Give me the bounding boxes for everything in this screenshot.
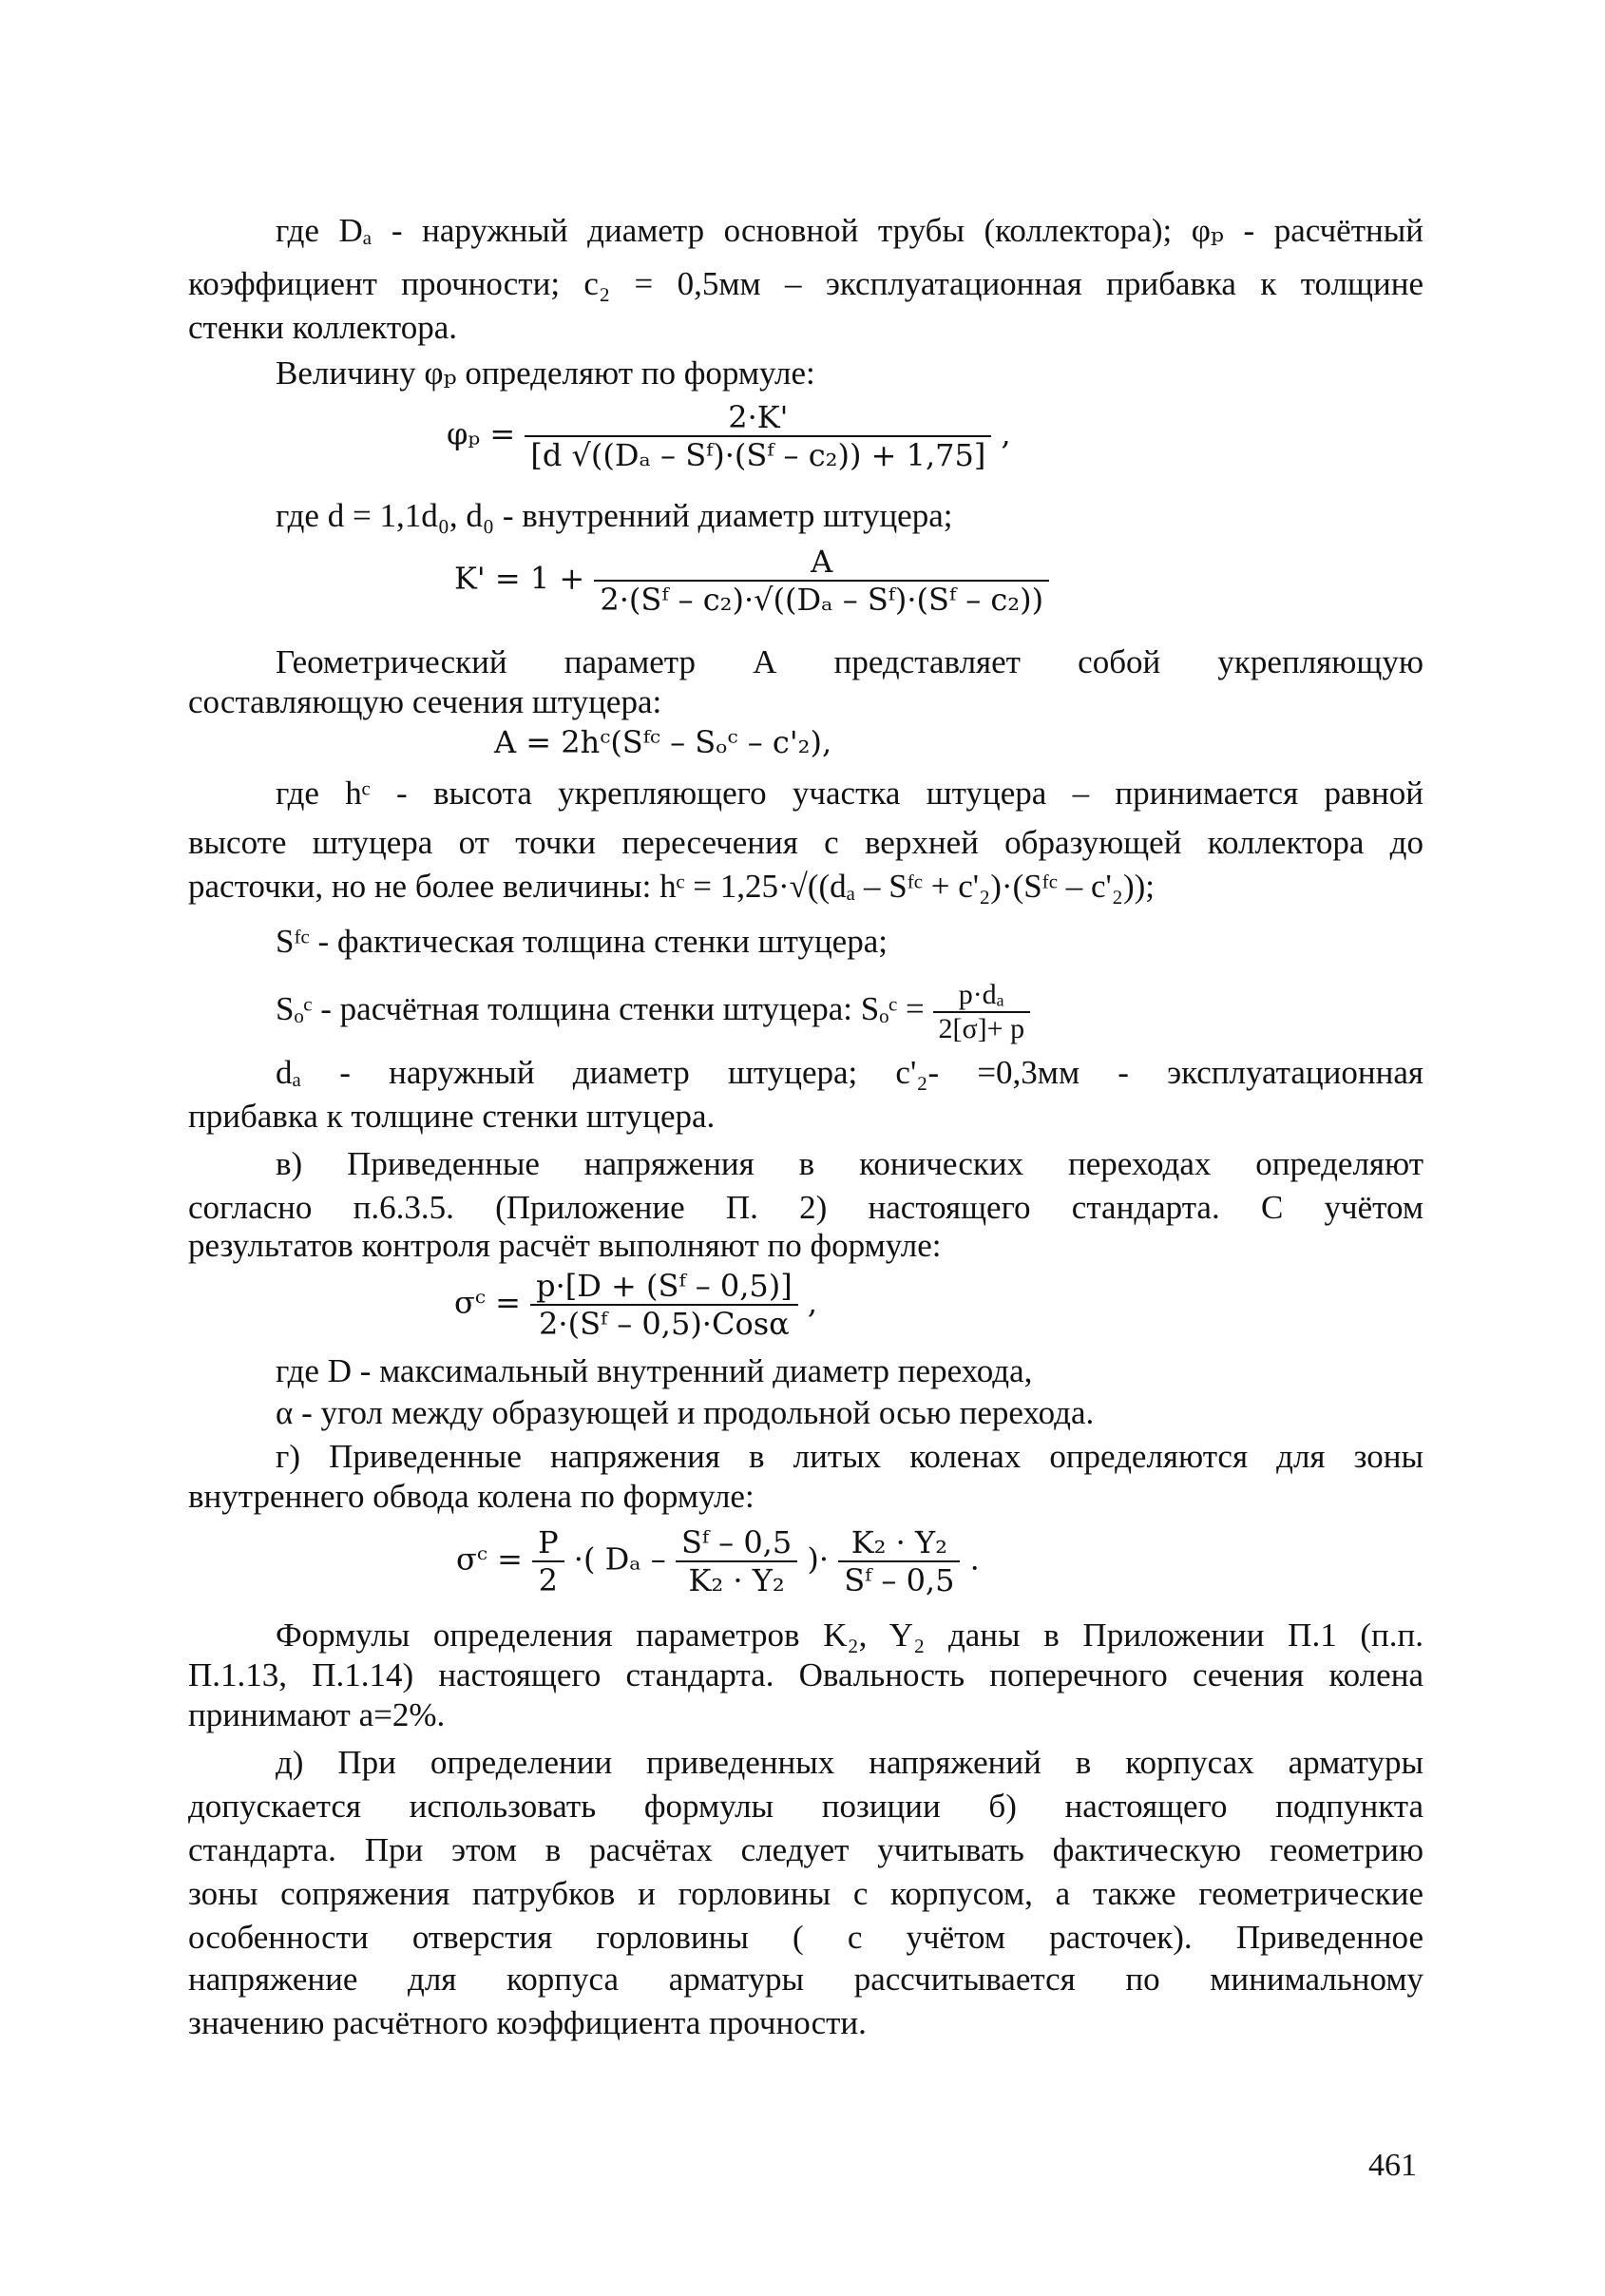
text-line: напряжение для корпуса арматуры рассчитывается по минимальному — [188, 1961, 1423, 1998]
formula-a: A = 2hᶜ(Sᶠᶜ – Sₒᶜ – c'₂), — [494, 724, 832, 760]
formula-k-prime — [454, 544, 1049, 618]
text-line: внутреннего обвода колена по формуле: — [188, 1478, 755, 1515]
text-line: г) Приведенные напряжения в литых коленах определяются для зоны — [276, 1438, 1423, 1475]
fraction — [525, 399, 991, 473]
fraction — [676, 1524, 797, 1598]
text-line: Геометрический параметр А представляет собой укрепляющую — [276, 643, 1423, 680]
text-line: где d = 1,1d₀, d₀ - внутренний диаметр штуцера; — [276, 497, 953, 534]
text-line: принимают a=2%. — [188, 1696, 446, 1733]
text-line: где D - максимальный внутренний диаметр перехода, — [276, 1352, 1033, 1389]
text-line: П.1.13, П.1.14) настоящего стандарта. Овальность поперечного сечения колена — [188, 1656, 1423, 1693]
text-line: особенности отверстия горловины ( с учётом расточек). Приведенное — [188, 1919, 1423, 1956]
formula-sigma-conical — [454, 1268, 817, 1342]
fraction-numerator: p·[D + (Sᶠ – 0,5)] — [536, 1268, 793, 1304]
text-line: стенки коллектора. — [188, 309, 457, 346]
fraction-denominator: [d √((Dₐ – Sᶠ)·(Sᶠ – c₂)) + 1,75] — [525, 435, 991, 473]
fraction-numerator: A — [811, 544, 833, 580]
formula-lhs: σᶜ = — [456, 1540, 523, 1578]
text-line: составляющую сечения штуцера: — [188, 683, 662, 720]
text-line: Sᶠᶜ - фактическая толщина стенки штуцера; — [276, 923, 888, 960]
formula-segment: )· — [807, 1540, 830, 1578]
text-segment: Sₒᶜ - расчётная толщина стенки штуцера: Sₒᶜ = — [276, 990, 925, 1028]
fraction-numerator: p·dₐ — [958, 979, 1004, 1010]
formula-sigma-elbow — [456, 1524, 980, 1598]
fraction — [594, 544, 1049, 618]
text-line: где hᶜ - высота укрепляющего участка штуцера – принимается равной — [276, 775, 1423, 812]
formula-phi — [447, 399, 1011, 473]
text-line: зоны сопряжения патрубков и горловины с корпусом, а также геометрические — [188, 1875, 1423, 1912]
text-line: dₐ - наружный диаметр штуцера; c'₂- =0,3мм - эксплуатационная — [276, 1054, 1423, 1091]
text-line — [276, 979, 1030, 1045]
formula-lhs: K' = 1 + — [454, 560, 585, 597]
fraction-denominator: 2 — [532, 1560, 564, 1598]
text-line: коэффициент прочности; c₂ = 0,5мм – эксплуатационная прибавка к толщине — [188, 265, 1423, 302]
fraction-numerator: 2·K' — [728, 399, 789, 435]
fraction-denominator: 2·(Sᶠ – c₂)·√((Dₐ – Sᶠ)·(Sᶠ – c₂)) — [594, 580, 1049, 618]
text-line: стандарта. При этом в расчётах следует учитывать фактическую геометрию — [188, 1831, 1423, 1868]
fraction-denominator: Sᶠ – 0,5 — [838, 1560, 960, 1598]
fraction — [530, 1268, 798, 1342]
page-number: 461 — [1368, 2148, 1417, 2183]
text-line: согласно п.6.3.5. (Приложение П. 2) настоящего стандарта. С учётом — [188, 1189, 1423, 1226]
text-line: Величину φₚ определяют по формуле: — [276, 354, 815, 392]
fraction-denominator: 2·(Sᶠ – 0,5)·Cosα — [530, 1304, 798, 1342]
text-line: допускается использовать формулы позиции б) настоящего подпункта — [188, 1788, 1423, 1825]
fraction — [933, 979, 1031, 1045]
fraction-numerator: K₂ · Y₂ — [850, 1524, 947, 1560]
text-line: д) При определении приведенных напряжений в корпусах арматуры — [276, 1744, 1423, 1781]
text-line: значению расчётного коэффициента прочности. — [188, 2004, 867, 2041]
fraction — [838, 1524, 960, 1598]
fraction-numerator: P — [538, 1524, 559, 1560]
text-line: расточки, но не более величины: hᶜ = 1,25·√((dₐ – Sᶠᶜ + c'₂)·(Sᶠᶜ – c'₂)); — [188, 868, 1156, 905]
formula-tail: , — [807, 1284, 818, 1321]
fraction-denominator: 2[σ]+ p — [933, 1011, 1031, 1045]
text-line: Формулы определения параметров K₂, Y₂ даны в Приложении П.1 (п.п. — [276, 1617, 1423, 1654]
formula-tail: . — [969, 1540, 980, 1578]
formula-tail: , — [1001, 415, 1011, 452]
text-line: в) Приведенные напряжения в конических переходах определяют — [276, 1145, 1423, 1182]
fraction-denominator: K₂ · Y₂ — [676, 1560, 797, 1598]
formula-segment: ·( Dₐ – — [573, 1540, 666, 1578]
text-line: α - угол между образующей и продольной осью перехода. — [276, 1394, 1095, 1431]
text-line: прибавка к толщине стенки штуцера. — [188, 1098, 716, 1135]
text-line: результатов контроля расчёт выполняют по формуле: — [188, 1227, 942, 1264]
text-line: где Dₐ - наружный диаметр основной трубы (коллектора); φₚ - расчётный — [276, 212, 1423, 249]
fraction-numerator: Sᶠ – 0,5 — [680, 1524, 793, 1560]
text-line: высоте штуцера от точки пересечения с верхней образующей коллектора до — [188, 824, 1423, 861]
formula-lhs: σᶜ = — [454, 1284, 521, 1321]
fraction — [532, 1524, 564, 1598]
formula-lhs: φₚ = — [447, 415, 516, 452]
